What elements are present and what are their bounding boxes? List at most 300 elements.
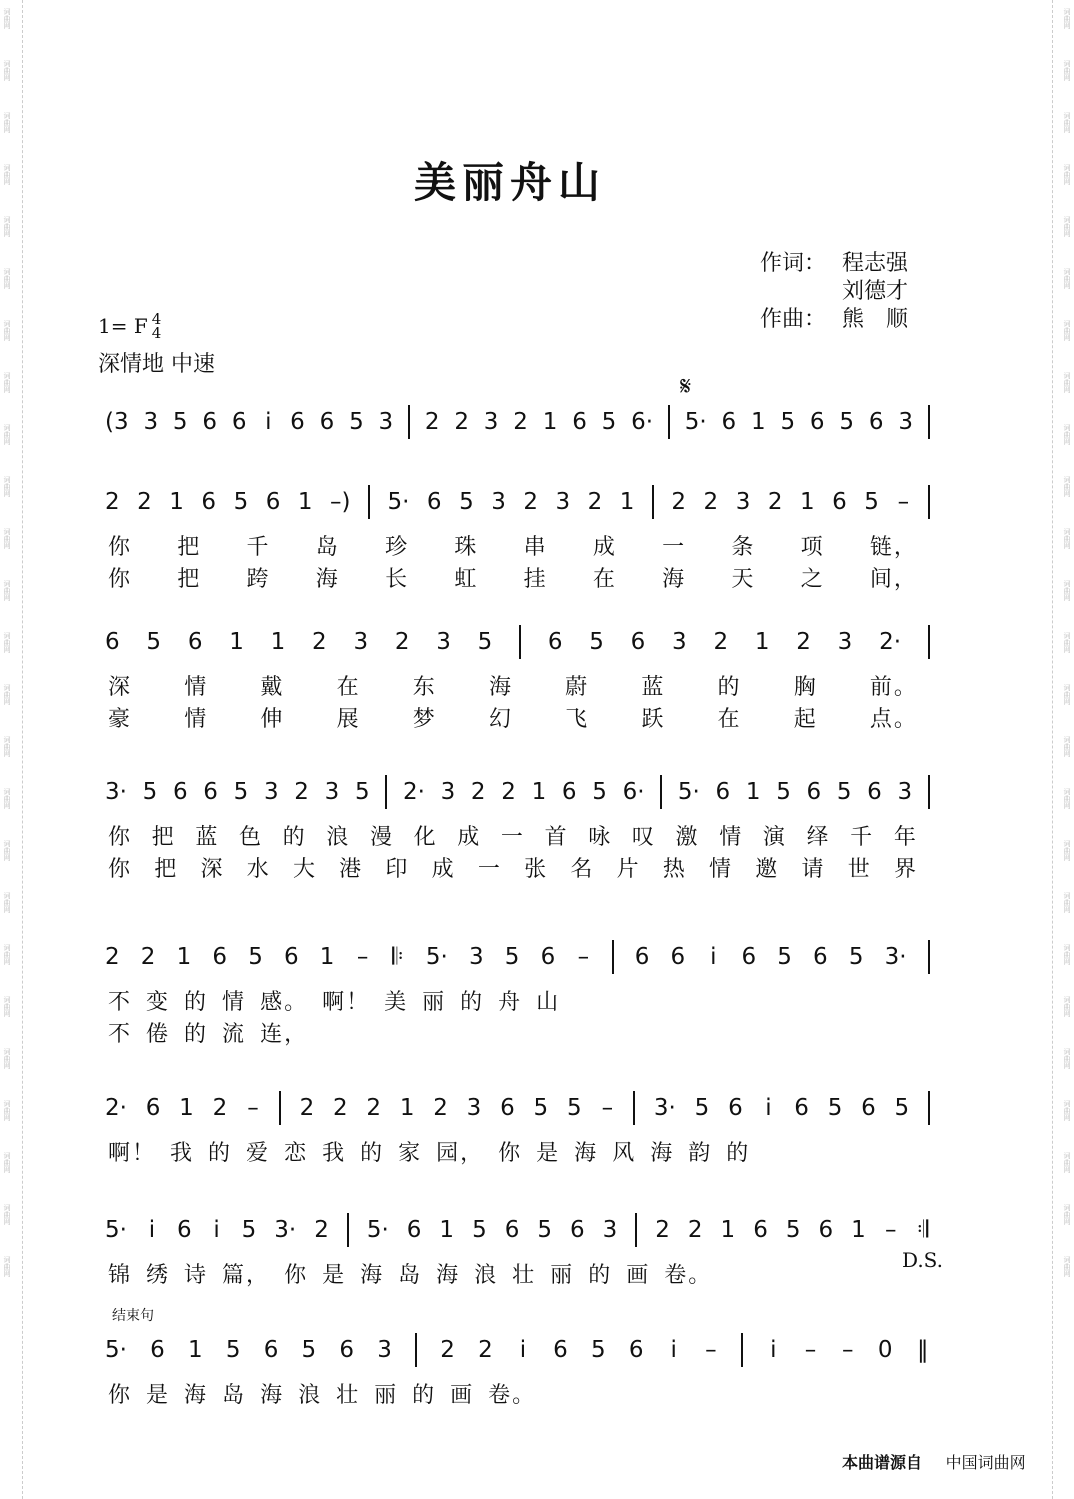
note: 6 (263, 1337, 279, 1363)
note: 2 (713, 629, 729, 655)
lyricist-name: 程志强 (842, 251, 909, 276)
watermark-text: 词曲网 (3, 60, 11, 81)
note: 3 (672, 629, 687, 655)
lyric-char: 情 (184, 707, 209, 732)
lyric-char: 咏 (588, 825, 613, 850)
note: 6 (832, 489, 847, 515)
watermark-text: 词曲网 (1063, 112, 1071, 133)
lyric-char: 请 (801, 857, 826, 882)
watermark-text: 词曲网 (1063, 580, 1071, 601)
note: 5 (592, 779, 607, 805)
note: – (885, 1217, 897, 1243)
note: 6 (231, 409, 247, 435)
lyric-char: 幻 (488, 707, 513, 732)
lyric-char: 蔚 (565, 675, 590, 700)
watermark-text: 词曲网 (3, 736, 11, 757)
note: – (897, 489, 910, 515)
lyric-char: 丽 (550, 1263, 575, 1288)
note: 2 (454, 409, 469, 435)
lyric-char: 的 (184, 990, 209, 1015)
bar-line (928, 940, 930, 974)
lyric-char: 叹 (631, 825, 656, 850)
key-signature (98, 312, 161, 340)
note: 5 (349, 409, 364, 435)
note: 5· (677, 779, 700, 805)
note: 6 (809, 409, 825, 435)
note: 6 (741, 944, 757, 970)
watermark-text: 词曲网 (3, 528, 11, 549)
watermark-text: 词曲网 (3, 996, 11, 1017)
watermark-text: 词曲网 (1063, 216, 1071, 237)
bar-line (741, 1333, 743, 1367)
note: 1 (720, 1217, 736, 1243)
note: 5 (776, 779, 791, 805)
watermark-text: 词曲网 (3, 8, 11, 29)
lyric-char: 珍 (385, 535, 410, 560)
note: 5 (172, 409, 188, 435)
note: 2 (137, 489, 152, 515)
note: 3 (897, 779, 913, 805)
note: i (265, 409, 272, 435)
lyric-char: 壮 (336, 1383, 361, 1408)
lyric-char: 跨 (246, 567, 271, 592)
lyric-char: 你 (108, 1383, 133, 1408)
lyric-char: 海 (315, 567, 340, 592)
lyric-char: 长 (385, 567, 410, 592)
note: 6 (201, 489, 217, 515)
bar-line (928, 775, 930, 809)
lyric-char: 的 (282, 825, 307, 850)
note: – (804, 1337, 817, 1363)
lyric-char: 水 (246, 857, 271, 882)
note: 6 (145, 1095, 161, 1121)
watermark-text: 词曲网 (3, 320, 11, 341)
lyrics-line (108, 985, 918, 1016)
bar-line (660, 775, 662, 809)
note: –) (329, 489, 351, 515)
note: 2 (671, 489, 687, 515)
note: 5 (694, 1095, 710, 1121)
lyric-char: 壮 (512, 1263, 537, 1288)
lyric-char: 你 (498, 1141, 523, 1166)
note: 6· (631, 409, 654, 435)
lyric-char: 舟 (498, 990, 523, 1015)
note: 3 (440, 779, 456, 805)
lyric-char: 画 (450, 1383, 475, 1408)
watermark-text: 词曲网 (3, 580, 11, 601)
note: 5 (459, 489, 474, 515)
lyric-char: 篇， (222, 1263, 271, 1288)
watermark-text: 词曲网 (3, 164, 11, 185)
lyric-char: 世 (847, 857, 872, 882)
note: 5 (780, 409, 796, 435)
note: 2 (312, 629, 327, 655)
lyrics-line (108, 1136, 918, 1167)
lyric-char: 的 (208, 1141, 233, 1166)
lyric-char: 展 (336, 707, 361, 732)
bar-line (928, 1091, 930, 1125)
left-watermark-strip (0, 0, 14, 1499)
lyric-char: 锦 (108, 1263, 133, 1288)
watermark-text: 词曲网 (3, 944, 11, 965)
notation-line (105, 937, 930, 977)
lyric-char: 的 (460, 990, 485, 1015)
notation-line (105, 622, 930, 662)
lyric-char: 你 (108, 567, 133, 592)
note: 6 (553, 1337, 568, 1363)
note: 3 (353, 629, 369, 655)
note: 2 (501, 779, 516, 805)
lyric-char: 韵 (688, 1141, 713, 1166)
watermark-text: 词曲网 (3, 840, 11, 861)
lyric-char: 是 (146, 1383, 171, 1408)
lyric-char: 倦 (146, 1022, 171, 1047)
note: 2 (703, 489, 719, 515)
lyric-char: 海 (436, 1263, 461, 1288)
watermark-text: 词曲网 (3, 476, 11, 497)
note: 5 (301, 1337, 317, 1363)
watermark-text: 词曲网 (1063, 840, 1071, 861)
lyric-char: 你 (108, 857, 133, 882)
note: 6 (283, 944, 299, 970)
note: 3 (143, 409, 159, 435)
note: 6 (150, 1337, 165, 1363)
note: 3 (324, 779, 340, 805)
note: – (601, 1095, 614, 1121)
bar-line (668, 405, 670, 439)
composer-label: 作曲： (760, 307, 827, 332)
note: 3 (469, 944, 484, 970)
lyric-char: 蓝 (641, 675, 666, 700)
lyric-char: 爱 (246, 1141, 271, 1166)
note: 5· (387, 489, 410, 515)
lyric-char: 家 (398, 1141, 423, 1166)
note: 5 (777, 944, 792, 970)
watermark-text: 词曲网 (1063, 1204, 1071, 1225)
note: – (705, 1337, 717, 1363)
composer-row (760, 306, 908, 334)
note: 2· (105, 1095, 127, 1121)
song-title: 美丽舟山 (413, 158, 606, 207)
lyricist-name-2: 刘德才 (842, 279, 909, 304)
lyric-char: 邀 (755, 857, 780, 882)
note: 5 (142, 779, 158, 805)
note: 6 (818, 1217, 834, 1243)
note: 6 (753, 1217, 768, 1243)
note: 2 (140, 944, 156, 970)
lyric-char: 是 (536, 1141, 561, 1166)
note: 1 (619, 489, 635, 515)
lyric-char: 绣 (146, 1263, 171, 1288)
lyric-char: 千 (246, 535, 271, 560)
lyrics-line (108, 852, 918, 883)
lyric-char: 成 (592, 535, 617, 560)
lyric-char: 的 (360, 1141, 385, 1166)
tempo-marking: 深情地 中速 (98, 352, 215, 377)
lyric-char: 在 (592, 567, 617, 592)
lyric-char: 的 (184, 1022, 209, 1047)
note: 6 (715, 779, 731, 805)
note: 5 (472, 1217, 487, 1243)
watermark-text: 词曲网 (3, 216, 11, 237)
note: i (770, 1337, 777, 1363)
note: i (670, 1337, 677, 1363)
source-site: 中国词曲网 (945, 1453, 1026, 1472)
note: 3· (884, 944, 907, 970)
lyric-char: 一 (500, 825, 525, 850)
note: 6 (339, 1337, 355, 1363)
watermark-text: 词曲网 (3, 424, 11, 445)
bar-line (519, 625, 521, 659)
watermark-text: 词曲网 (3, 268, 11, 289)
lyric-char: 深 (108, 675, 133, 700)
note: 5· (105, 1217, 127, 1243)
lyricist-row-2 (760, 278, 908, 306)
note: 1 (319, 944, 335, 970)
note: 2 (478, 1337, 493, 1363)
spacer (760, 278, 842, 306)
lyric-char: 我 (322, 1141, 347, 1166)
note: 1 (745, 779, 761, 805)
lyrics-line (108, 820, 918, 851)
note: 6 (547, 629, 563, 655)
note: 5 (241, 1217, 257, 1243)
lyric-char: 海 (650, 1141, 675, 1166)
note: 5 (839, 409, 855, 435)
note: 2 (212, 1095, 228, 1121)
watermark-text: 词曲网 (1063, 1152, 1071, 1173)
lyric-char: 卷。 (664, 1263, 713, 1288)
note: 2· (402, 779, 425, 805)
time-signature (152, 312, 162, 340)
note: 3 (436, 629, 451, 655)
note: 3· (105, 779, 127, 805)
notation-line (105, 1330, 930, 1370)
lyrics-line (108, 670, 918, 701)
lyric-char: 浪 (474, 1263, 499, 1288)
note: 3 (735, 489, 751, 515)
note: 6 (265, 489, 281, 515)
lyric-char: 跃 (641, 707, 666, 732)
lyric-char: 张 (524, 857, 549, 882)
note: 3· (274, 1217, 297, 1243)
note: 6· (622, 779, 645, 805)
note: 5 (248, 944, 263, 970)
watermark-text: 词曲网 (1063, 788, 1071, 809)
lyrics-line (108, 1378, 918, 1409)
lyric-char: 飞 (565, 707, 590, 732)
source-label: 本曲谱源自 (842, 1453, 923, 1472)
lyric-char: 变 (146, 990, 171, 1015)
lyric-char: 流 (222, 1022, 247, 1047)
note: 3 (898, 409, 913, 435)
note: 3 (555, 489, 571, 515)
note: 2 (440, 1337, 455, 1363)
lyric-char: 我 (170, 1141, 195, 1166)
lyric-char: 把 (151, 825, 176, 850)
note: 6 (813, 944, 828, 970)
lyric-char: 岛 (222, 1383, 247, 1408)
lyric-char: 情 (709, 857, 734, 882)
watermark-text: 词曲网 (1063, 944, 1071, 965)
lyric-char: 天 (731, 567, 756, 592)
note: i (213, 1217, 220, 1243)
lyric-char: 把 (177, 535, 202, 560)
note: 6 (721, 409, 737, 435)
lyric-char: 园， (436, 1141, 485, 1166)
note: 𝄇 (917, 1217, 929, 1243)
composer-name: 熊 顺 (842, 307, 909, 332)
note: 5 (146, 629, 162, 655)
lyric-char: 链， (869, 535, 918, 560)
note: 5· (425, 944, 448, 970)
lyric-char: 卷。 (488, 1383, 537, 1408)
watermark-text: 词曲网 (1063, 684, 1071, 705)
lyric-char: 的 (717, 675, 742, 700)
note: 6 (319, 409, 335, 435)
bar-line (408, 405, 410, 439)
lyric-char: 风 (612, 1141, 637, 1166)
note: i (765, 1095, 772, 1121)
lyrics-line (108, 1017, 918, 1048)
lyric-char: 梦 (412, 707, 437, 732)
lyric-char: 啊！ (108, 1141, 157, 1166)
note: 5· (684, 409, 707, 435)
note: 5 (894, 1095, 910, 1121)
note: 6 (426, 489, 442, 515)
note: 6 (105, 629, 120, 655)
lyricist-row (760, 250, 908, 278)
notation-line (105, 402, 930, 442)
note: 2 (433, 1095, 448, 1121)
watermark-text: 词曲网 (3, 1048, 11, 1069)
watermark-text: 词曲网 (1063, 632, 1071, 653)
note: 5 (225, 1337, 241, 1363)
right-watermark-strip (1060, 0, 1074, 1499)
note: 5 (785, 1217, 801, 1243)
lyric-char: 虹 (454, 567, 479, 592)
lyric-char: 演 (762, 825, 787, 850)
lyric-char: 山 (536, 990, 561, 1015)
note: 1 (176, 944, 192, 970)
lyric-char: 海 (184, 1383, 209, 1408)
note: 6 (628, 1337, 644, 1363)
lyric-char: 漫 (369, 825, 394, 850)
bar-line (652, 485, 654, 519)
note: 2 (513, 409, 528, 435)
lyric-char: 东 (412, 675, 437, 700)
note: 2 (394, 629, 410, 655)
note: 3 (263, 779, 279, 805)
note: 6 (561, 779, 577, 805)
watermark-text: 词曲网 (1063, 320, 1071, 341)
note: 2 (470, 779, 486, 805)
note: 2 (655, 1217, 670, 1243)
note: 6 (212, 944, 228, 970)
lyric-char: 浪 (298, 1383, 323, 1408)
note: (3 (105, 409, 129, 435)
lyric-char: 的 (588, 1263, 613, 1288)
note: 1 (169, 489, 184, 515)
lyric-char: 岛 (398, 1263, 423, 1288)
bar-line (385, 775, 387, 809)
note: 1 (270, 629, 286, 655)
note: 6 (670, 944, 686, 970)
lyric-char: 感。 (260, 990, 309, 1015)
note: 1 (750, 409, 766, 435)
lyric-char: 一 (662, 535, 687, 560)
lyric-char: 豪 (108, 707, 133, 732)
note: 5 (591, 1337, 606, 1363)
watermark-text: 词曲网 (1063, 60, 1071, 81)
lyric-char: 珠 (454, 535, 479, 560)
notation-line (105, 482, 930, 522)
lyric-char: 你 (108, 535, 133, 560)
note: 6 (203, 779, 218, 805)
lyric-char: 激 (675, 825, 700, 850)
lyric-char: 诗 (184, 1263, 209, 1288)
credits (760, 250, 908, 334)
watermark-text: 词曲网 (1063, 528, 1071, 549)
watermark-text: 词曲网 (3, 372, 11, 393)
lyrics-line (108, 530, 918, 561)
lyric-char: 前。 (869, 675, 918, 700)
watermark-text: 词曲网 (1063, 736, 1071, 757)
note: 1 (754, 629, 770, 655)
note: 5 (533, 1095, 549, 1121)
note: 1 (399, 1095, 415, 1121)
note: ‖ (917, 1337, 929, 1363)
note: 2 (332, 1095, 348, 1121)
lyric-char: 在 (336, 675, 361, 700)
lyric-char: 首 (544, 825, 569, 850)
lyric-char: 海 (662, 567, 687, 592)
note: 1 (439, 1217, 455, 1243)
note: 2 (587, 489, 603, 515)
lyric-char: 千 (850, 825, 875, 850)
lyric-char: 丽 (374, 1383, 399, 1408)
note: 6 (867, 779, 882, 805)
lyric-char: 海 (488, 675, 513, 700)
bar-line (415, 1333, 417, 1367)
bar-line (928, 625, 930, 659)
lyric-char: 色 (238, 825, 263, 850)
note: 6 (172, 779, 188, 805)
lyric-char: 间， (869, 567, 918, 592)
watermark-text: 词曲网 (1063, 424, 1071, 445)
ending-label: 结束句 (112, 1308, 154, 1324)
note: 2 (314, 1217, 329, 1243)
watermark-text: 词曲网 (3, 1152, 11, 1173)
note: 5 (589, 629, 604, 655)
note: 5 (601, 409, 617, 435)
note: 6 (806, 779, 822, 805)
note: 3 (602, 1217, 618, 1243)
note: 6 (290, 409, 305, 435)
time-bottom: 4 (151, 324, 162, 342)
note: 5 (477, 629, 493, 655)
bar-line (928, 405, 930, 439)
lyric-char: 挂 (523, 567, 548, 592)
lyric-char: 你 (284, 1263, 309, 1288)
lyric-char: 之 (800, 567, 825, 592)
note: 1 (531, 779, 547, 805)
note: 1 (851, 1217, 866, 1243)
lyric-char: 的 (726, 1141, 751, 1166)
lyric-char: 丽 (422, 990, 447, 1015)
lyric-char: 胸 (793, 675, 818, 700)
lyric-char: 年 (893, 825, 918, 850)
